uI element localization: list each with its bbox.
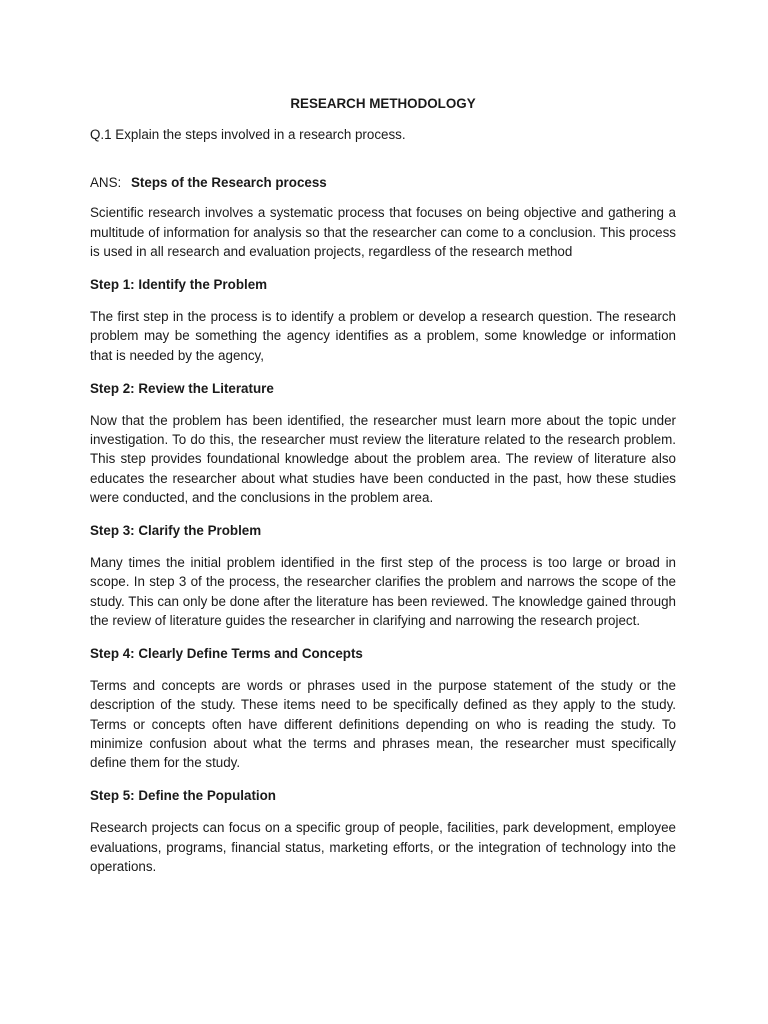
question-text: Q.1 Explain the steps involved in a research process. [90,127,406,142]
step-section-3 [90,521,676,630]
step-heading: Step 3: Clarify the Problem [90,523,262,539]
step-section-5 [90,786,676,876]
step-heading: Step 4: Clearly Define Terms and Concepts [90,646,363,662]
document-page [90,94,676,890]
step-body: Many times the initial problem identified in the first step of the process is too large or broad in scope. In step 3 of the process, the researcher clarifies the problem and narrows the scope of the study. This can only be done after the literature has been reviewed. The knowledge gained through the review of literature guides the researcher in clarifying and narrowing the research project. [90,555,676,628]
step-body: Research projects can focus on a specific group of people, facilities, park development, employee evaluations, programs, financial status, marketing efforts, or the integration of technology into the operations. [90,820,676,874]
answer-heading-line [90,173,676,192]
step-body: Now that the problem has been identified, the researcher must learn more about the topic under investigation. To do this, the researcher must review the literature related to the research problem. This step provides foundational knowledge about the problem area. The review of literature also educates the researcher about what studies have been conducted in the past, how these studies were conducted, and the conclusions in the problem area. [90,413,676,505]
answer-heading: Steps of the Research process [131,175,327,191]
document-title: RESEARCH METHODOLOGY [290,96,476,111]
step-heading: Step 2: Review the Literature [90,380,274,396]
step-heading: Step 1: Identify the Problem [90,277,268,293]
step-heading: Step 5: Define the Population [90,788,276,804]
step-body: The first step in the process is to identify a problem or develop a research question. The research problem may be something the agency identifies as a problem, some knowledge or information that is needed by the agency, [90,309,676,363]
step-section-1 [90,275,676,365]
step-section-4 [90,644,676,772]
intro-paragraph: Scientific research involves a systematic process that focuses on being objective and gathering a multitude of information for analysis so that the researcher can come to a conclusion. This process is used in all research and evaluation projects, regardless of the research method [90,205,676,259]
step-section-2 [90,379,676,507]
step-body: Terms and concepts are words or phrases used in the purpose statement of the study or the description of the study. These items need to be specifically defined as they apply to the study. Terms or concepts often have different definitions depending on who is reading the study. To minimize confusion about what the terms and phrases mean, the researcher must specifically define them for the study. [90,678,676,771]
answer-label: ANS: [90,175,122,191]
